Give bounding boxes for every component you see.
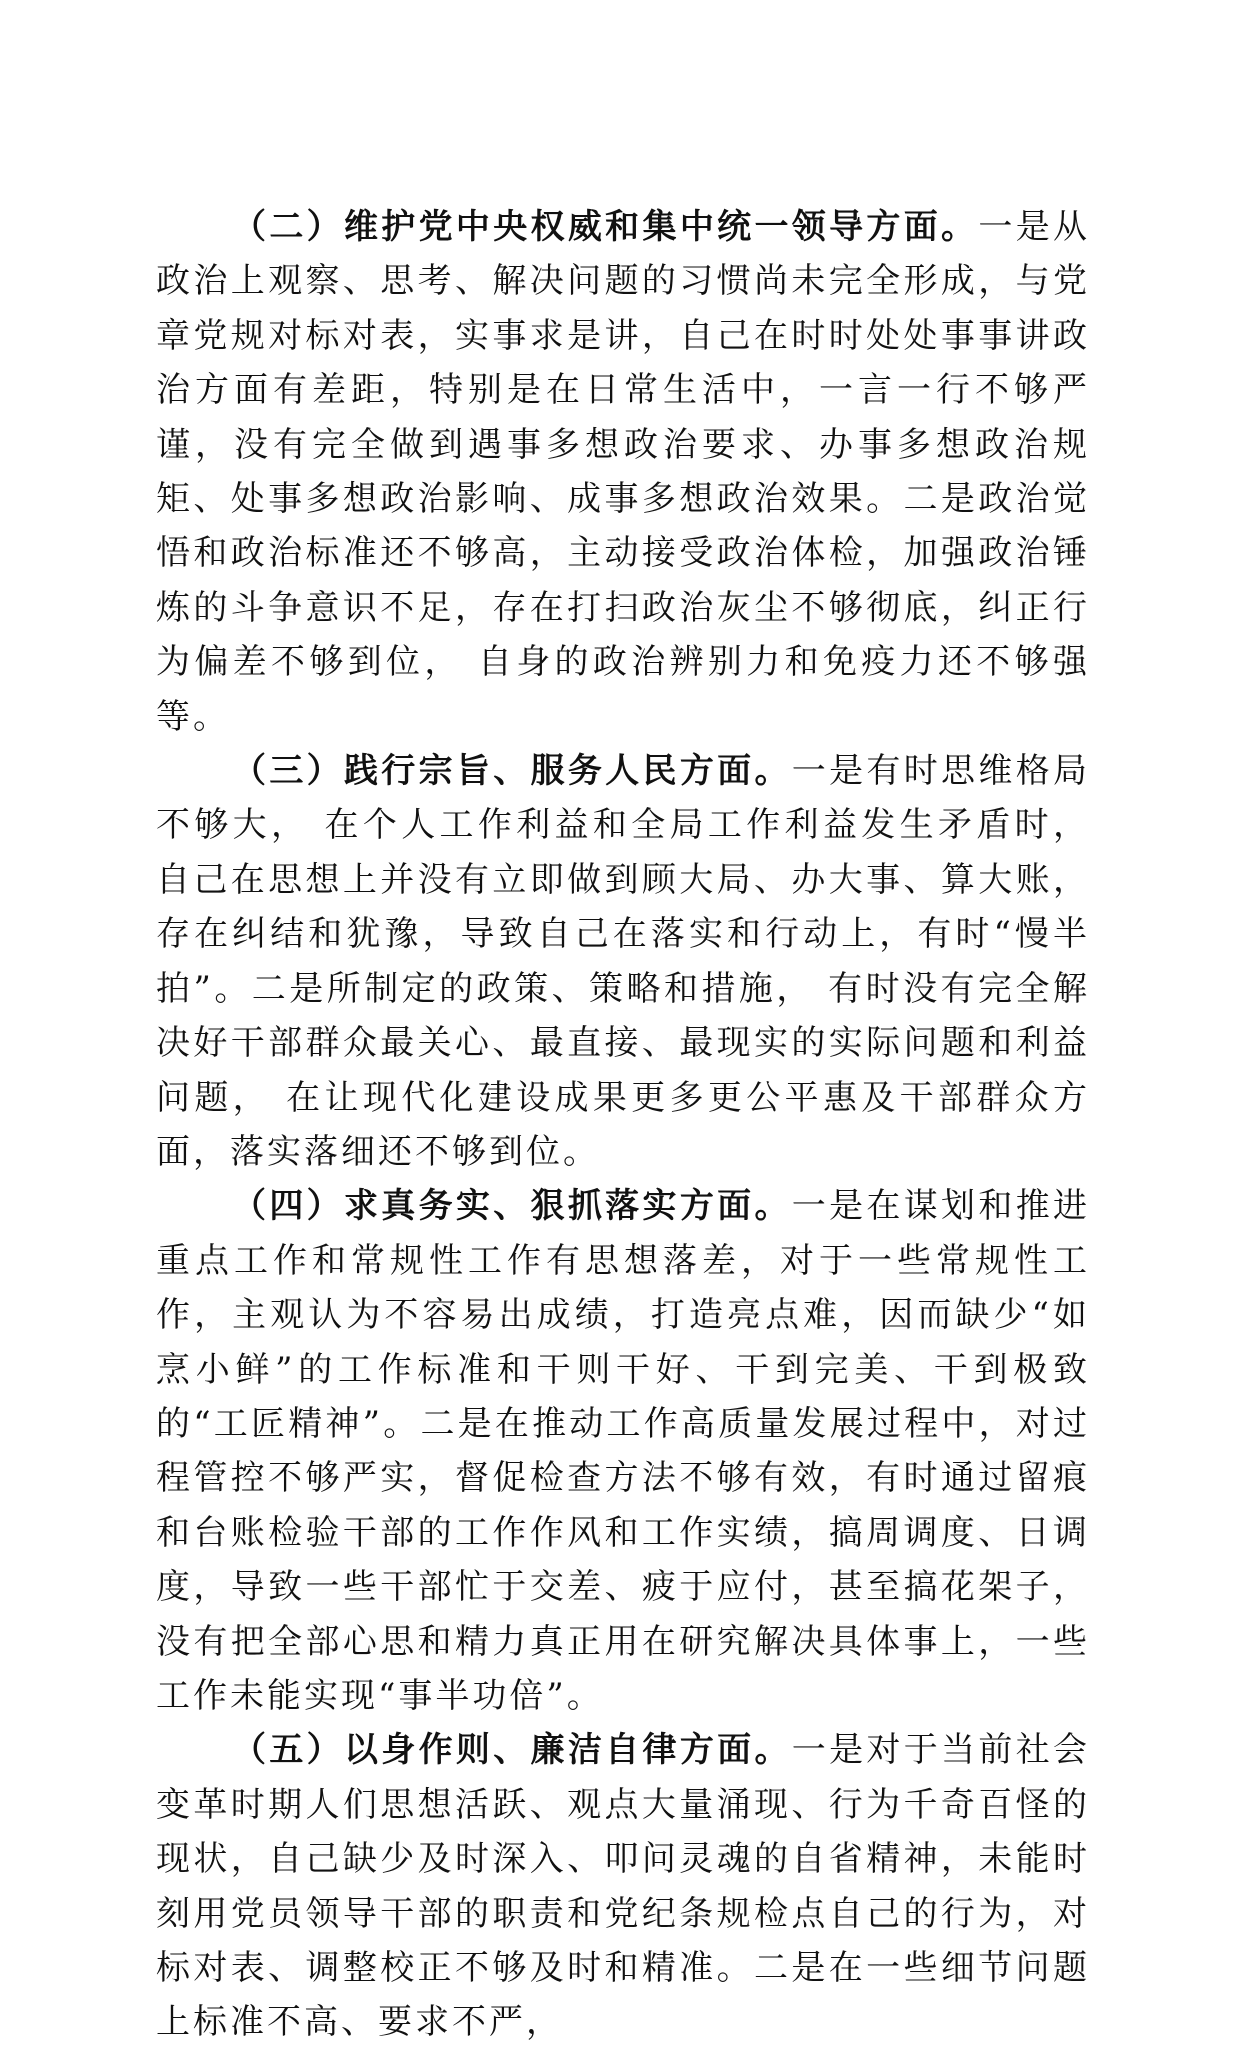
section-heading: （三）践行宗旨、服务人民方面。 [232,751,792,792]
section-heading: （四）求真务实、狠抓落实方面。 [232,1186,792,1227]
paragraph-text: 一是从政治上观察、思考、解决问题的习惯尚未完全形成，与党章党规对标对表，实事求是讲，自己在时时处处事事讲政治方面有差距，特别是在日常生活中，一言一行不够严谨，没有完全做到遇事多想政治要求、办事多想政治规矩、处事多想政治影响、成事多想政治效果。二是政治觉悟和政治标准还不够高，主动接受政治体检，加强政治锤炼的斗争意识不足，存在打扫政治灰尘不够彻底，纠正行为偏差不够到位， 自身的政治辨别力和免疫力还不够强等。 [156,207,1091,737]
paragraph-text: 一是有时思维格局不够大， 在个人工作利益和全局工作利益发生矛盾时，自己在思想上并没有立即做到顾大局、办大事、算大账，存在纠结和犹豫，导致自己在落实和行动上，有时“慢半拍”。二是所制定的政策、策略和措施， 有时没有完全解决好干部群众最关心、最直接、最现实的实际问题和利益问题， 在让现代化建设成果更多更公平惠及干部群众方面，落实落细还不够到位。 [156,751,1091,1172]
section-heading: （五）以身作则、廉洁自律方面。 [232,1730,792,1771]
paragraph-text: 一是对于当前社会变革时期人们思想活跃、观点大量涌现、行为千奇百怪的现状，自己缺少及时深入、叩问灵魂的自省精神，未能时刻用党员领导干部的职责和党纪条规检点自己的行为，对标对表、调整校正不够及时和精准。二是在一些细节问题上标准不高、要求不严， [156,1730,1091,2043]
paragraph-4-implementation [156,1179,1090,1723]
paragraph-text: 一是在谋划和推进重点工作和常规性工作有思想落差，对于一些常规性工作，主观认为不容易出成绩，打造亮点难，因而缺少“如烹小鲜”的工作标准和干则干好、干到完美、干到极致的“工匠精神”。二是在推动工作高质量发展过程中，对过程管控不够严实，督促检查方法不够有效，有时通过留痕和台账检验干部的工作作风和工作实绩，搞周调度、日调度，导致一些干部忙于交差、疲于应付，甚至搞花架子，没有把全部心思和精力真正用在研究解决具体事上，一些工作未能实现“事半功倍”。 [156,1186,1091,1716]
document-body [156,200,1090,2050]
section-heading: （二）维护党中央权威和集中统一领导方面。 [232,207,979,247]
paragraph-5-integrity [156,1723,1090,2049]
paragraph-3-serving-people [156,744,1090,1179]
paragraph-2-political-leadership [156,200,1090,744]
